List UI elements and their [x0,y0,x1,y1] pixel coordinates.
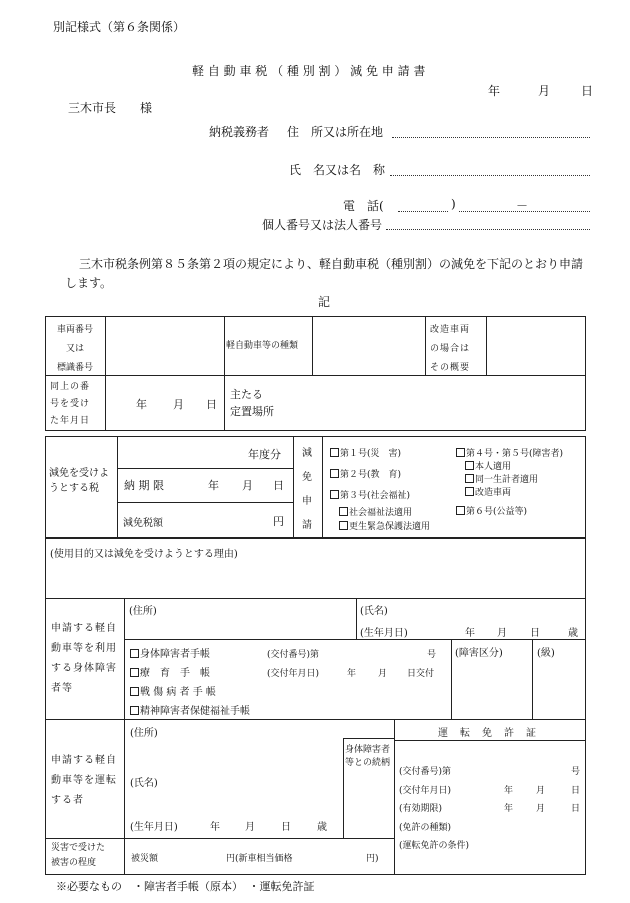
license-expiry-label: (有効期限) [399,804,443,814]
storage-location-label: 主たる 定置場所 [230,388,274,418]
exemption-tax-label: 減免を受けよ うとする税 [49,468,109,494]
deadline-month: 月 [242,479,253,492]
option-3b[interactable]: 更生緊急保護法適用 [339,519,430,532]
license-expiry-day: 日 [571,804,581,814]
checkbox-icon[interactable] [339,521,348,530]
checkbox-icon[interactable] [465,487,474,496]
checkbox-icon[interactable] [339,507,348,516]
cert-war-injury[interactable]: 戦 傷 病 者 手 帳 [130,683,216,698]
exempt-amount-label: 減免税額 [123,518,163,529]
driver-birth-label: (生年月日) [130,822,178,833]
disaster-damage-label: 災害で受けた 被害の程度 [51,843,106,868]
disaster-amount-label: 被災額 [131,854,159,864]
cert-number-go: 号 [427,650,437,660]
option-4c[interactable]: 改造車両 [465,485,511,498]
issue-year: 年 [136,398,147,411]
license-date-day: 日 [571,786,581,796]
disabled-address-label: (住所) [129,606,157,617]
license-date-month: 月 [536,786,546,796]
reg-number-label: 車両番号 又は 標識番号 [56,325,93,373]
driver-birth-month: 月 [245,822,255,833]
purpose-field[interactable] [50,562,580,594]
date-year-label: 年 [488,84,501,98]
option-3[interactable]: 第３号(社会福祉) [330,488,410,501]
checkbox-icon[interactable] [465,474,474,483]
license-date-year: 年 [504,786,514,796]
license-expiry-year: 年 [504,804,514,814]
date-day-label: 日 [581,84,594,98]
option-4-5[interactable]: 第４号・第５号(障害者) [456,446,563,459]
license-number-go: 号 [571,767,581,777]
phone-close-paren: ) [451,197,456,211]
license-expiry-month: 月 [536,804,546,814]
id-number-field[interactable] [386,229,590,230]
reg-number-field[interactable] [108,320,221,372]
cert-date-month: 月 [378,669,388,679]
phone-area-field[interactable] [398,211,448,212]
license-condition-label: (運転免許の条件) [399,841,470,851]
vehicle-type-field[interactable] [315,320,423,372]
phone-dash: － [516,199,529,213]
option-2[interactable]: 第２号(教 育) [330,467,401,480]
name-label: 氏 名又は名 称 [289,163,386,177]
cert-date-label: (交付年月日) [267,669,320,679]
intro-line-1: 三木市税条例第８５条第２項の規定により、軽自動車税（種別割）の減免を下記のとおり申請 [79,257,584,271]
license-number-label: (交付番号)第 [399,767,452,777]
checkbox-icon[interactable] [456,506,465,515]
disabled-birth-label: (生年月日) [360,628,408,639]
checkbox-icon[interactable] [330,448,339,457]
option-4a[interactable]: 本人適用 [465,459,511,472]
disaster-close: 円) [366,854,379,864]
relationship-label: 身体障害者 等との続柄 [345,745,391,768]
exempt-amount-unit: 円 [273,515,284,528]
required-items-note: ※必要なもの ・障害者手帳（原本） ・運転免許証 [56,880,315,893]
phone-label: 電 話( [343,199,384,213]
addressee: 三木市長 様 [68,101,153,115]
driver-birth-year: 年 [210,822,220,833]
license-type-label: (免許の種類) [399,823,452,833]
issue-month: 月 [173,398,184,411]
cert-ryoiku[interactable]: 療 育 手 帳 [130,664,210,679]
address-label: 住 所又は所在地 [287,125,384,139]
license-title: 運 転 免 許 証 [438,728,537,739]
checkbox-icon[interactable] [465,461,474,470]
checkbox-icon[interactable] [330,469,339,478]
option-1[interactable]: 第１号(災 害) [330,446,401,459]
disabled-name-label: (氏名) [360,606,388,617]
name-field[interactable] [390,175,590,176]
taxpayer-label: 納税義務者 [209,125,270,139]
disabled-birth-age: 歳 [568,628,578,639]
option-6[interactable]: 第６号(公益等) [456,504,527,517]
issue-date-label: 同上の番 号を受け た年月日 [50,382,91,426]
deadline-year: 年 [208,479,219,492]
ki-label: 記 [318,295,331,309]
driver-name-label: (氏名) [130,778,158,789]
issue-day: 日 [206,398,217,411]
disability-class-label: (障害区分) [455,648,503,659]
cert-number-label: (交付番号)第 [267,650,320,660]
checkbox-icon[interactable] [130,706,139,715]
form-reference: 別記様式（第６条関係） [53,20,186,34]
option-4b[interactable]: 同一生計者適用 [465,472,538,485]
exemption-request-vertical: 減 免 申 請 [302,448,312,531]
deadline-day: 日 [273,479,284,492]
driver-birth-day: 日 [281,822,291,833]
checkbox-icon[interactable] [130,687,139,696]
checkbox-icon[interactable] [130,649,139,658]
disabled-address-field[interactable] [129,615,351,639]
cert-mental-health[interactable]: 精神障害者保健福祉手帳 [130,702,250,717]
cert-date-year: 年 [347,669,357,679]
disabled-birth-year: 年 [465,628,475,639]
checkbox-icon[interactable] [330,490,339,499]
date-month-label: 月 [538,84,551,98]
modification-label: 改造車両 の場合は その概要 [430,325,471,373]
fiscal-year-label: 年度分 [248,448,281,461]
cert-date-day: 日交付 [407,669,435,679]
disabled-birth-month: 月 [497,628,507,639]
disabled-person-label: 申請する軽自 動車等を利用 する身体障害 者等 [51,623,117,694]
id-number-label: 個人番号又は法人番号 [262,218,383,232]
grade-label: (級) [537,648,555,659]
checkbox-icon[interactable] [456,448,465,457]
disaster-amount-unit: 円(新車相当価格 [226,854,293,864]
license-date-label: (交付年月日) [399,786,452,796]
driver-birth-age: 歳 [317,822,327,833]
checkbox-icon[interactable] [130,668,139,677]
purpose-label: (使用目的又は減免を受けようとする理由) [50,549,238,560]
disabled-birth-day: 日 [530,628,540,639]
option-3a[interactable]: 社会福祉法適用 [339,505,412,518]
form-title: 軽 自 動 車 税 （ 種 別 割 ） 減 免 申 請 書 [192,64,426,78]
intro-line-2: します。 [65,276,113,290]
driver-address-label: (住所) [130,728,158,739]
driver-label: 申請する軽自 動車等を運転 する者 [51,755,117,806]
cert-physical[interactable]: 身体障害者手帳 [130,645,210,660]
storage-location-field[interactable] [318,380,582,428]
address-field[interactable] [392,137,590,138]
vehicle-type-label: 軽自動車等の種類 [226,341,299,351]
modification-field[interactable] [489,320,583,372]
deadline-label: 納 期 限 [124,479,164,492]
